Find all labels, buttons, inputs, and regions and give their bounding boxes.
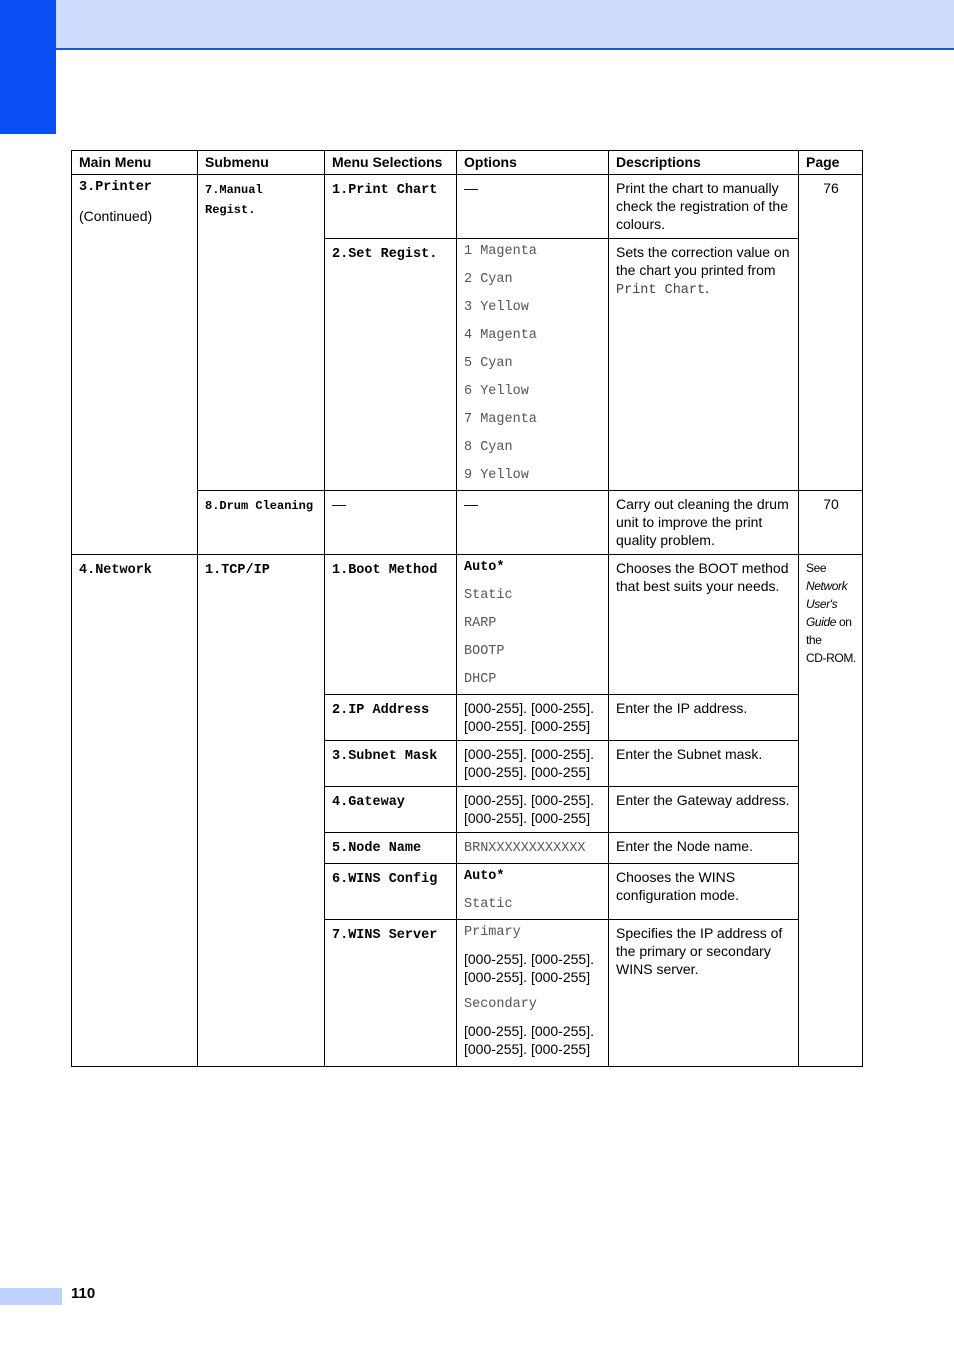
main-menu-network: 4.Network	[79, 563, 152, 578]
page-print-chart: 76	[799, 175, 863, 491]
submenu-manual-regist: 7.Manual Regist.	[205, 183, 263, 217]
option-item: 6 Yellow	[464, 384, 529, 399]
option-gateway	[457, 787, 609, 833]
selection-boot-method-cell	[325, 555, 457, 695]
submenu-manual-regist-cell	[198, 175, 325, 491]
see-guide-title: Network	[806, 579, 848, 593]
description-set-regist	[609, 239, 799, 491]
description-wins-server: Specifies the IP address of the primary or secondary WINS server.	[609, 920, 799, 1067]
option-subnet-mask	[457, 741, 609, 787]
menu-table	[71, 150, 863, 1067]
main-menu-printer-cell	[72, 175, 198, 555]
option-print-chart: —	[457, 175, 609, 239]
ip-range-line: [000-255]. [000-255]	[464, 969, 591, 985]
ip-range-line: [000-255]. [000-255].	[464, 1023, 594, 1039]
table-row	[72, 555, 863, 695]
options-wins-server	[457, 920, 609, 1067]
selection-print-chart: 1.Print Chart	[332, 183, 438, 198]
see-guide-title: User's	[806, 597, 838, 611]
header-options: Options	[457, 151, 609, 175]
option-node-name-cell	[457, 833, 609, 864]
option-node-name: BRNXXXXXXXXXXXX	[464, 841, 586, 856]
selection-wins-server-cell	[325, 920, 457, 1067]
see-text: the	[806, 633, 822, 647]
option-default: Auto*	[464, 560, 505, 575]
header-page: Page	[799, 151, 863, 175]
option-item: 2 Cyan	[464, 272, 513, 287]
options-wins-config	[457, 864, 609, 920]
selection-set-regist: 2.Set Regist.	[332, 247, 438, 262]
option-item: Static	[464, 588, 513, 603]
selection-set-regist-cell	[325, 239, 457, 491]
ip-range-line: [000-255]. [000-255]	[464, 810, 591, 826]
ip-range-line: [000-255]. [000-255]	[464, 1041, 591, 1057]
option-secondary-label: Secondary	[464, 997, 537, 1012]
page-number: 110	[71, 1285, 96, 1302]
continued-label: (Continued)	[79, 208, 153, 224]
description-ip-address: Enter the IP address.	[609, 695, 799, 741]
selection-wins-config-cell	[325, 864, 457, 920]
description-suffix: .	[705, 280, 710, 296]
selection-gateway-cell	[325, 787, 457, 833]
options-set-regist	[457, 239, 609, 491]
description-drum-cleaning: Carry out cleaning the drum unit to improve the print quality problem.	[609, 491, 799, 555]
ip-range-line: [000-255]. [000-255]	[464, 718, 591, 734]
selection-wins-config: 6.WINS Config	[332, 872, 438, 887]
see-text: on	[838, 615, 852, 629]
submenu-drum-cleaning: 8.Drum Cleaning	[205, 499, 314, 513]
ip-range-line: [000-255]. [000-255].	[464, 951, 594, 967]
option-item: 4 Magenta	[464, 328, 537, 343]
option-item: DHCP	[464, 672, 497, 687]
options-boot-method	[457, 555, 609, 695]
option-item: 3 Yellow	[464, 300, 529, 315]
page-drum-cleaning: 70	[799, 491, 863, 555]
description-print-chart: Print the chart to manually check the registration of the colours.	[609, 175, 799, 239]
selection-subnet-mask-cell	[325, 741, 457, 787]
selection-drum-cleaning: —	[325, 491, 457, 555]
selection-print-chart-cell	[325, 175, 457, 239]
page-see-network-guide	[799, 555, 863, 1067]
selection-subnet-mask: 3.Subnet Mask	[332, 749, 438, 764]
description-node-name: Enter the Node name.	[609, 833, 799, 864]
description-gateway: Enter the Gateway address.	[609, 787, 799, 833]
option-item: 7 Magenta	[464, 412, 537, 427]
option-item: RARP	[464, 616, 497, 631]
option-item: Static	[464, 897, 513, 912]
ip-range-line: [000-255]. [000-255].	[464, 792, 594, 808]
selection-node-name: 5.Node Name	[332, 841, 422, 856]
description-mono: Print Chart	[616, 283, 706, 298]
main-menu-network-cell	[72, 555, 198, 1067]
header-main-menu: Main Menu	[72, 151, 198, 175]
description-wins-config: Chooses the WINS configuration mode.	[609, 864, 799, 920]
table-row	[72, 175, 863, 239]
main-menu-printer: 3.Printer	[79, 180, 152, 195]
submenu-drum-cleaning-cell	[198, 491, 325, 555]
ip-range-line: [000-255]. [000-255].	[464, 746, 594, 762]
option-ip-address	[457, 695, 609, 741]
option-primary-label: Primary	[464, 925, 521, 940]
submenu-tcpip: 1.TCP/IP	[205, 563, 270, 578]
selection-ip-address: 2.IP Address	[332, 703, 430, 718]
option-default: Auto*	[464, 869, 505, 884]
description-subnet-mask: Enter the Subnet mask.	[609, 741, 799, 787]
see-text: See	[806, 561, 827, 575]
table-header-row	[72, 151, 863, 175]
option-item: 9 Yellow	[464, 468, 529, 483]
header-submenu: Submenu	[198, 151, 325, 175]
ip-range-line: [000-255]. [000-255]	[464, 764, 591, 780]
option-item: BOOTP	[464, 644, 505, 659]
selection-ip-address-cell	[325, 695, 457, 741]
selection-node-name-cell	[325, 833, 457, 864]
footer-band	[0, 1288, 62, 1305]
selection-gateway: 4.Gateway	[332, 795, 405, 810]
option-item: 5 Cyan	[464, 356, 513, 371]
header-band	[56, 0, 954, 50]
description-text: Sets the correction value on the chart you printed from	[616, 244, 790, 278]
submenu-tcpip-cell	[198, 555, 325, 1067]
see-text: CD-ROM.	[806, 651, 856, 665]
option-item: 1 Magenta	[464, 244, 537, 259]
option-drum-cleaning: —	[457, 491, 609, 555]
description-boot-method: Chooses the BOOT method that best suits your needs.	[609, 555, 799, 695]
chapter-tab	[0, 0, 56, 134]
option-item: 8 Cyan	[464, 440, 513, 455]
header-descriptions: Descriptions	[609, 151, 799, 175]
see-guide-title: Guide	[806, 615, 837, 629]
ip-range-line: [000-255]. [000-255].	[464, 700, 594, 716]
selection-wins-server: 7.WINS Server	[332, 928, 438, 943]
selection-boot-method: 1.Boot Method	[332, 563, 438, 578]
header-menu-selections: Menu Selections	[325, 151, 457, 175]
